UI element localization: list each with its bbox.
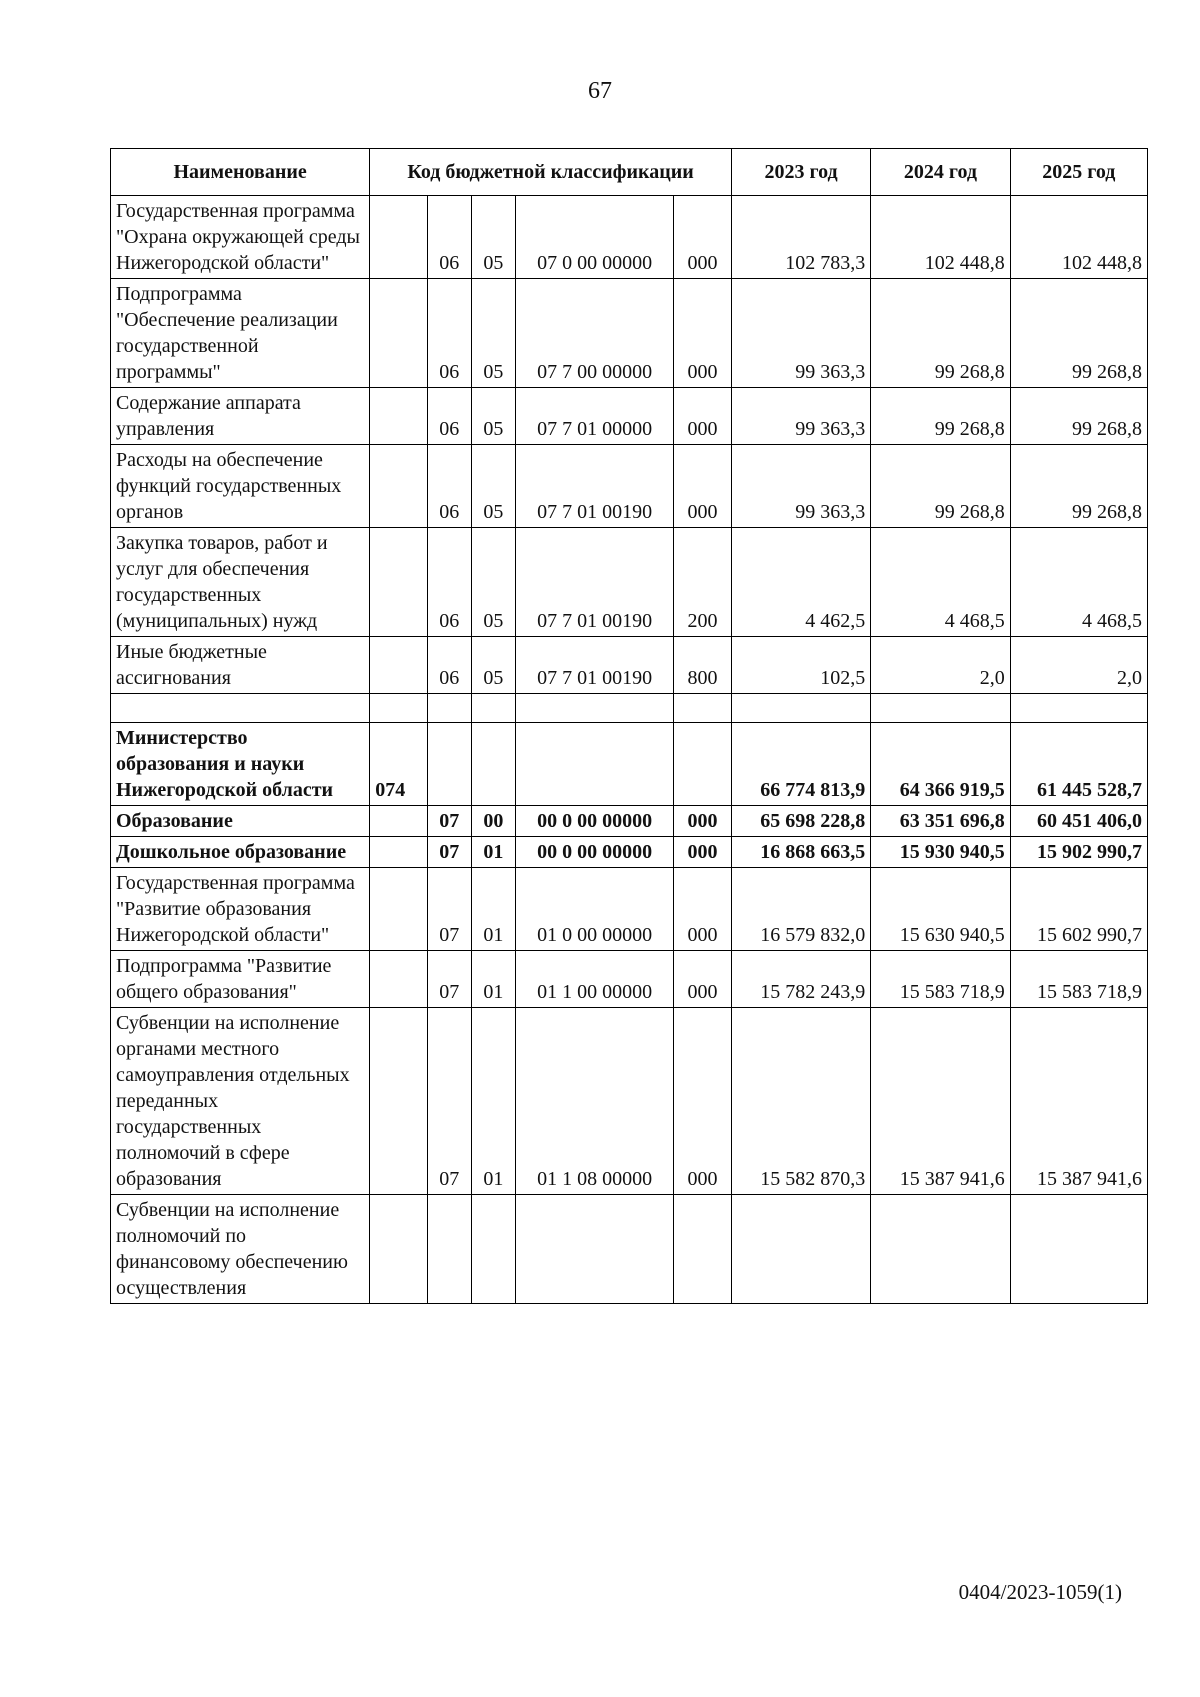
row-pr: 01 <box>471 1008 516 1195</box>
row-ved <box>370 528 428 637</box>
row-name: Расходы на обеспечение функций государственных органов <box>111 445 370 528</box>
row-2025: 99 268,8 <box>1010 445 1147 528</box>
row-vr: 000 <box>674 279 732 388</box>
row-2023: 102,5 <box>731 637 870 694</box>
table-row <box>111 951 1148 1008</box>
row-2023: 4 462,5 <box>731 528 870 637</box>
table-header-row <box>111 149 1148 196</box>
table-row <box>111 388 1148 445</box>
header-2023: 2023 год <box>731 149 870 196</box>
row-2024: 4 468,5 <box>871 528 1010 637</box>
row-2025: 2,0 <box>1010 637 1147 694</box>
row-ved <box>370 637 428 694</box>
row-vr: 200 <box>674 528 732 637</box>
row-ved <box>370 837 428 868</box>
table-row <box>111 1008 1148 1195</box>
row-csr: 01 1 08 00000 <box>516 1008 674 1195</box>
row-pr: 05 <box>471 196 516 279</box>
row-2024: 15 387 941,6 <box>871 1008 1010 1195</box>
row-csr: 07 7 01 00190 <box>516 637 674 694</box>
row-2023: 15 782 243,9 <box>731 951 870 1008</box>
row-csr: 01 0 00 00000 <box>516 868 674 951</box>
table-row <box>111 196 1148 279</box>
row-vr: 000 <box>674 837 732 868</box>
row-ved <box>370 196 428 279</box>
row-2024: 102 448,8 <box>871 196 1010 279</box>
row-csr: 00 0 00 00000 <box>516 837 674 868</box>
row-ved: 074 <box>370 723 428 806</box>
row-rz <box>427 1195 471 1304</box>
row-2024: 15 630 940,5 <box>871 868 1010 951</box>
row-2025: 102 448,8 <box>1010 196 1147 279</box>
row-ved <box>370 806 428 837</box>
budget-table <box>110 148 1148 1304</box>
row-2024: 99 268,8 <box>871 279 1010 388</box>
row-rz: 07 <box>427 806 471 837</box>
table-row <box>111 723 1148 806</box>
row-rz: 06 <box>427 637 471 694</box>
table-row <box>111 445 1148 528</box>
row-pr: 05 <box>471 279 516 388</box>
row-ved <box>370 388 428 445</box>
row-name: Министерство образования и науки Нижегородской области <box>111 723 370 806</box>
row-rz: 06 <box>427 528 471 637</box>
row-2024: 15 583 718,9 <box>871 951 1010 1008</box>
row-name: Субвенции на исполнение органами местного самоуправления отдельных переданных государственных полномочий в сфере образования <box>111 1008 370 1195</box>
row-2023: 99 363,3 <box>731 388 870 445</box>
row-2023: 99 363,3 <box>731 279 870 388</box>
table-row <box>111 837 1148 868</box>
row-csr: 07 7 00 00000 <box>516 279 674 388</box>
row-2023: 99 363,3 <box>731 445 870 528</box>
row-pr: 01 <box>471 951 516 1008</box>
page-number: 67 <box>588 78 612 104</box>
row-rz: 06 <box>427 445 471 528</box>
row-rz: 07 <box>427 868 471 951</box>
row-ved <box>370 1195 428 1304</box>
row-vr: 000 <box>674 445 732 528</box>
row-rz: 06 <box>427 388 471 445</box>
row-name: Государственная программа "Развитие образования Нижегородской области" <box>111 868 370 951</box>
row-2025: 99 268,8 <box>1010 279 1147 388</box>
row-csr: 07 0 00 00000 <box>516 196 674 279</box>
table-row <box>111 279 1148 388</box>
row-vr: 000 <box>674 388 732 445</box>
row-ved <box>370 951 428 1008</box>
row-pr: 05 <box>471 528 516 637</box>
row-2023: 15 582 870,3 <box>731 1008 870 1195</box>
row-name: Образование <box>111 806 370 837</box>
row-2024: 63 351 696,8 <box>871 806 1010 837</box>
header-2025: 2025 год <box>1010 149 1147 196</box>
row-csr <box>516 1195 674 1304</box>
row-name: Содержание аппарата управления <box>111 388 370 445</box>
row-2023: 66 774 813,9 <box>731 723 870 806</box>
row-csr: 01 1 00 00000 <box>516 951 674 1008</box>
row-2025: 4 468,5 <box>1010 528 1147 637</box>
row-name: Государственная программа "Охрана окружающей среды Нижегородской области" <box>111 196 370 279</box>
row-2024 <box>871 1195 1010 1304</box>
table-row <box>111 806 1148 837</box>
row-pr <box>471 723 516 806</box>
row-name: Субвенции на исполнение полномочий по финансовому обеспечению осуществления <box>111 1195 370 1304</box>
row-rz: 07 <box>427 837 471 868</box>
row-2025: 15 387 941,6 <box>1010 1008 1147 1195</box>
row-rz: 06 <box>427 196 471 279</box>
row-ved <box>370 279 428 388</box>
row-vr: 000 <box>674 868 732 951</box>
row-pr: 05 <box>471 445 516 528</box>
row-vr: 000 <box>674 951 732 1008</box>
document-code: 0404/2023-1059(1) <box>958 1580 1122 1604</box>
row-2024: 64 366 919,5 <box>871 723 1010 806</box>
row-csr: 07 7 01 00190 <box>516 445 674 528</box>
row-rz: 07 <box>427 1008 471 1195</box>
table-row <box>111 1195 1148 1304</box>
row-2024: 2,0 <box>871 637 1010 694</box>
row-2025: 99 268,8 <box>1010 388 1147 445</box>
row-2025: 60 451 406,0 <box>1010 806 1147 837</box>
row-2024: 99 268,8 <box>871 445 1010 528</box>
row-2025 <box>1010 1195 1147 1304</box>
row-ved <box>370 445 428 528</box>
row-vr <box>674 723 732 806</box>
table-row <box>111 868 1148 951</box>
row-pr: 05 <box>471 637 516 694</box>
table-row <box>111 637 1148 694</box>
row-vr: 000 <box>674 806 732 837</box>
header-name: Наименование <box>111 149 370 196</box>
row-2023: 16 868 663,5 <box>731 837 870 868</box>
row-name: Подпрограмма "Развитие общего образования" <box>111 951 370 1008</box>
row-2023: 16 579 832,0 <box>731 868 870 951</box>
row-name: Дошкольное образование <box>111 837 370 868</box>
row-vr <box>674 1195 732 1304</box>
row-ved <box>370 868 428 951</box>
row-vr: 000 <box>674 1008 732 1195</box>
table-row <box>111 528 1148 637</box>
row-pr: 01 <box>471 868 516 951</box>
row-2025: 15 583 718,9 <box>1010 951 1147 1008</box>
row-pr: 01 <box>471 837 516 868</box>
row-2024: 99 268,8 <box>871 388 1010 445</box>
row-2025: 61 445 528,7 <box>1010 723 1147 806</box>
row-2023 <box>731 1195 870 1304</box>
row-csr: 07 7 01 00000 <box>516 388 674 445</box>
row-csr: 00 0 00 00000 <box>516 806 674 837</box>
row-name: Иные бюджетные ассигнования <box>111 637 370 694</box>
row-vr: 000 <box>674 196 732 279</box>
row-2024: 15 930 940,5 <box>871 837 1010 868</box>
row-ved <box>370 1008 428 1195</box>
empty-row <box>111 694 1148 723</box>
row-rz: 06 <box>427 279 471 388</box>
row-vr: 800 <box>674 637 732 694</box>
row-2025: 15 602 990,7 <box>1010 868 1147 951</box>
row-pr: 05 <box>471 388 516 445</box>
row-2023: 65 698 228,8 <box>731 806 870 837</box>
row-pr <box>471 1195 516 1304</box>
row-rz: 07 <box>427 951 471 1008</box>
row-csr: 07 7 01 00190 <box>516 528 674 637</box>
row-csr <box>516 723 674 806</box>
header-2024: 2024 год <box>871 149 1010 196</box>
row-pr: 00 <box>471 806 516 837</box>
header-code: Код бюджетной классификации <box>370 149 732 196</box>
row-2023: 102 783,3 <box>731 196 870 279</box>
row-rz <box>427 723 471 806</box>
row-2025: 15 902 990,7 <box>1010 837 1147 868</box>
row-name: Подпрограмма "Обеспечение реализации государственной программы" <box>111 279 370 388</box>
row-name: Закупка товаров, работ и услуг для обеспечения государственных (муниципальных) нужд <box>111 528 370 637</box>
